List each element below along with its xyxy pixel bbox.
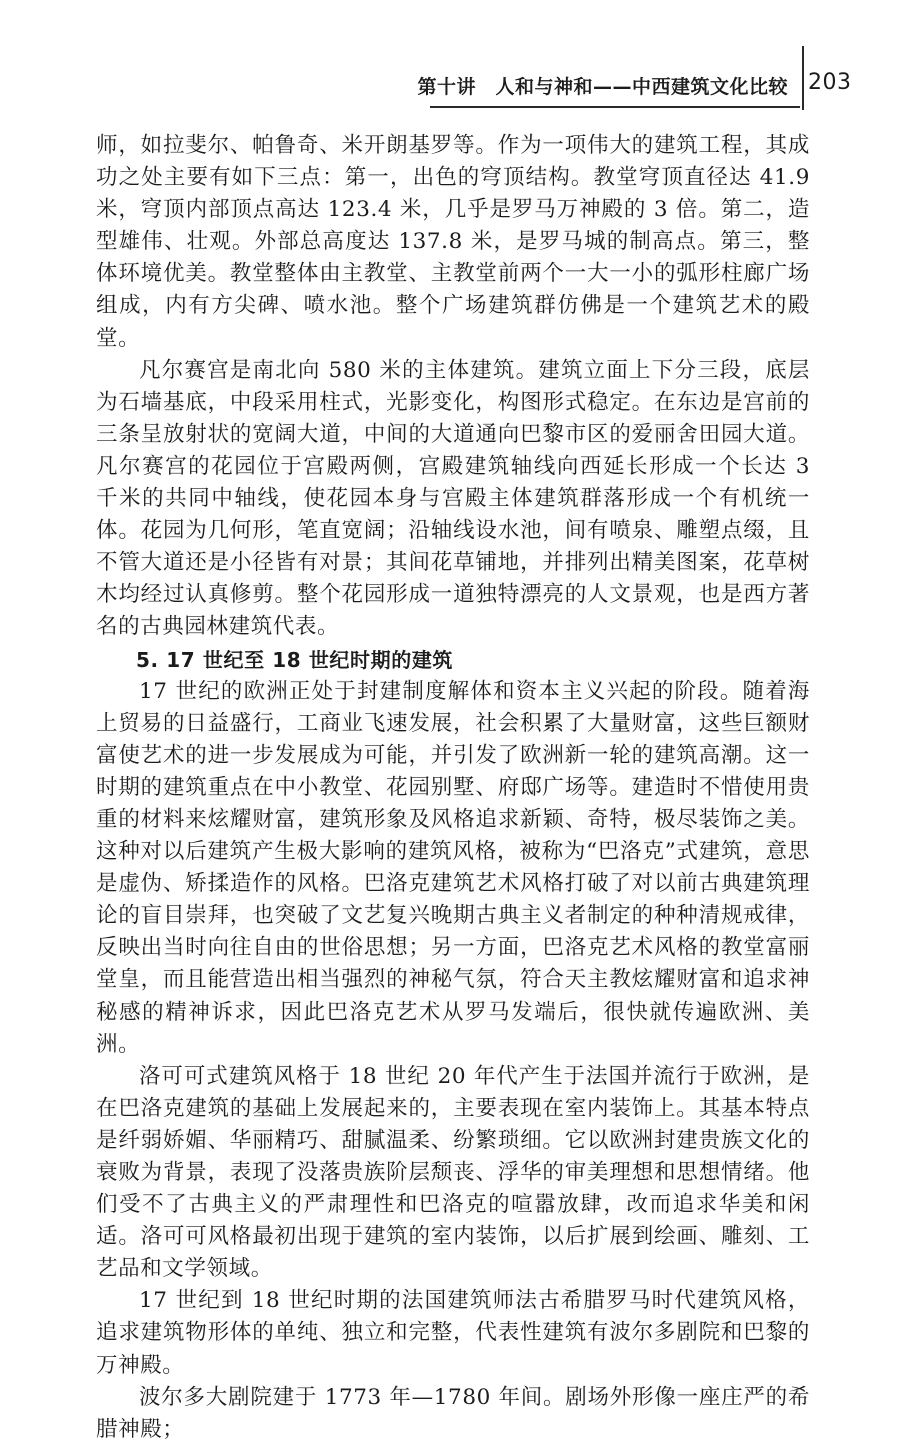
paragraph: 波尔多大剧院建于 1773 年—1780 年间。剧场外形像一座庄严的希腊神殿； xyxy=(96,1384,810,1442)
page-number: 203 xyxy=(808,70,852,95)
paragraph: 凡尔赛宫是南北向 580 米的主体建筑。建筑立面上下分三段，底层为石墙基底，中段采用柱式，光影变化，构图形式稳定。在东边是宫前的三条呈放射状的宽阔大道，中间的大道通向巴黎市区的爱丽舍田园大道。凡尔赛宫的花园位于宫殿两侧，宫殿建筑轴线向西延长形成一个长达 3 千米的共同中轴线，使花园本身与宫殿主体建筑群落形成一个有机统一体。花园为几何形，笔直宽阔；沿轴线设水池，间有喷泉、雕塑点缀，且不管大道还是小径皆有对景；其间花草铺地，并排列出精美图案，花草树木均经过认真修剪。整个花园形成一道独特漂亮的人文景观，也是西方著名的古典园林建筑代表。 xyxy=(96,357,810,640)
paragraph: 师，如拉斐尔、帕鲁奇、米开朗基罗等。作为一项伟大的建筑工程，其成功之处主要有如下三点：第一，出色的穹顶结构。教堂穹顶直径达 41.9 米，穹顶内部顶点高达 123.4 米，几乎是罗马万神殿的 3 倍。第二，造型雄伟、壮观。外部总高度达 137.8 米，是罗马城的制高点。第三，整体环境优美。教堂整体由主教堂、主教堂前两个一大一小的弧形柱廊广场组成，内有方尖碑、喷水池。整个广场建筑群仿佛是一个建筑艺术的殿堂。 xyxy=(96,133,810,351)
paragraph: 17 世纪的欧洲正处于封建制度解体和资本主义兴起的阶段。随着海上贸易的日益盛行，工商业飞速发展，社会积累了大量财富，这些巨额财富使艺术的进一步发展成为可能，并引发了欧洲新一轮的建筑高潮。这一时期的建筑重点在中小教堂、花园别墅、府邸广场等。建造时不惜使用贵重的材料来炫耀财富，建筑形象及风格追求新颖、奇特，极尽装饰之美。这种对以后建筑产生极大影响的建筑风格，被称为“巴洛克”式建筑，意思是虚伪、矫揉造作的风格。巴洛克建筑艺术风格打破了对以前古典建筑理论的盲目崇拜，也突破了文艺复兴晚期古典主义者制定的种种清规戒律，反映出当时向往自由的世俗思想；另一方面，巴洛克艺术风格的教堂富丽堂皇，而且能营造出相当强烈的神秘气氛，符合天主教炫耀财富和追求神秘感的精神诉求，因此巴洛克艺术从罗马发端后，很快就传遍欧洲、美洲。 xyxy=(96,678,810,1057)
body-text xyxy=(96,130,810,1446)
paragraph: 17 世纪到 18 世纪时期的法国建筑师法古希腊罗马时代建筑风格，追求建筑物形体的单纯、独立和完整，代表性建筑有波尔多剧院和巴黎的万神殿。 xyxy=(96,1288,810,1378)
header-vertical-rule xyxy=(802,46,804,110)
chapter-title: 第十讲 人和与神和——中西建筑文化比较 xyxy=(417,76,788,98)
paragraph: 洛可可式建筑风格于 18 世纪 20 年代产生于法国并流行于欧洲，是在巴洛克建筑的基础上发展起来的，主要表现在室内装饰上。其基本特点是纤弱娇媚、华丽精巧、甜腻温柔、纷繁琐细。它以欧洲封建贵族文化的衰败为背景，表现了没落贵族阶层颓丧、浮华的审美理想和思想情绪。他们受不了古典主义的严肃理性和巴洛克的喧嚣放肆，改而追求华美和闲适。洛可可风格最初出现于建筑的室内装饰，以后扩展到绘画、雕刻、工艺品和文学领域。 xyxy=(96,1063,810,1282)
section-heading: 5. 17 世纪至 18 世纪时期的建筑 xyxy=(136,647,454,672)
header-rule xyxy=(430,106,800,108)
running-head xyxy=(0,58,900,106)
